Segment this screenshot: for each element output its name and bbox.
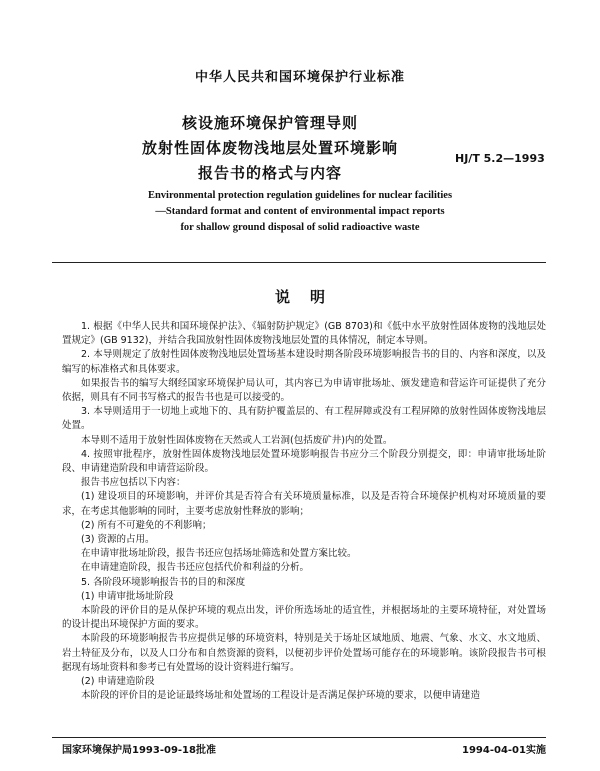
paragraph: 本阶段的评价目的是从保护环境的观点出发，评价所选场址的适宜性，并根据场址的主要环境特征，对处置场的设计提出环境保护方面的要求。: [62, 605, 546, 631]
paragraph: (2) 申请建造阶段: [81, 676, 155, 688]
paragraph: 在申请审批场址阶段，报告书还应包括场址筛选和处置方案比较。: [81, 548, 357, 560]
section-title: 说明: [274, 288, 345, 306]
paragraph: 3. 本导则适用于一切地上或地下的、具有防护覆盖层的、有工程屏障或没有工程屏障的放射性固体废物浅地层处置。: [62, 406, 546, 432]
paragraph: (1) 建设项目的环境影响，并评价其是否符合有关环境质量标准，以及是否符合环境保护机构对环境质量的要求，在考虑其他影响的同时，主要考虑放射性释放的影响；: [62, 491, 546, 517]
paragraph: 本导则不适用于放射性固体废物在天然或人工岩洞(包括废矿井)内的处置。: [81, 434, 393, 446]
footer-divider: [52, 737, 546, 738]
paragraph: 报告书应包括以下内容：: [81, 477, 186, 489]
paragraph: 5. 各阶段环境影响报告书的目的和深度: [81, 576, 246, 588]
paragraph: 本阶段的评价目的是论证最终场址和处置场的工程设计是否满足保护环境的要求，以便申请建造: [81, 690, 481, 702]
title-en-line2: —Standard format and content of environmental impact reports: [155, 206, 445, 217]
paragraph: 4. 按照审批程序，放射性固体废物浅地层处置环境影响报告书应分三个阶段分别提交，即：申请审批场址阶段、申请建造阶段和申请营运阶段。: [62, 448, 546, 475]
paragraph: (2) 所有不可避免的不利影响；: [81, 519, 212, 531]
body-text: [62, 320, 546, 703]
paragraph: 1. 根据《中华人民共和国环境保护法》、《辐射防护规定》(GB 8703)和《低中水平放射性固体废物的浅地层处置规定》(GB 9132)，并结合我国放射性固体废物浅地层处置的具体情况，制定本导则。: [62, 321, 546, 347]
paragraph: (1) 申请审批场址阶段: [81, 590, 174, 602]
standard-category: 中华人民共和国环境保护行业标准: [194, 70, 405, 85]
standard-code: HJ/T 5.2—1993: [455, 152, 545, 165]
implementation-date: 1994-04-01实施: [462, 745, 546, 756]
paragraph: 本阶段的环境影响报告书应提供足够的环境资料，特别是关于场址区域地质、地震、气象、水文、水文地质、岩土特征及分布，以及人口分布和自然资源的资料，以便初步评价处置场可能存在的环境影响。该阶段报告书可根据现有场址资料和参考已有处置场的设计资料进行编写。: [62, 633, 546, 673]
title-cn-line2: 放射性固体废物浅地层处置环境影响: [141, 139, 398, 157]
paragraph: 在申请建造阶段，报告书还应包括代价和利益的分析。: [81, 562, 310, 574]
paragraph: 2. 本导则规定了放射性固体废物浅地层处置场基本建设时期各阶段环境影响报告书的目的、内容和深度，以及编写的标准格式和具体要求。: [62, 349, 546, 375]
title-en-line3: for shallow ground disposal of solid radioactive waste: [180, 222, 420, 233]
title-cn-line3: 报告书的格式与内容: [197, 164, 342, 182]
approval-note: 国家环境保护局1993-09-18批准: [62, 745, 216, 756]
paragraph: 如果报告书的编写大纲经国家环境保护局认可，其内容已为申请审批场址、颁发建造和营运许可证提供了充分依据，则具有不同书写格式的报告书也是可以接受的。: [62, 377, 546, 404]
title-en-line1: Environmental protection regulation guidelines for nuclear facilities: [147, 190, 453, 201]
title-cn-line1: 核设施环境保护管理导则: [181, 114, 358, 132]
paragraph: (3) 资源的占用。: [81, 534, 155, 546]
header-divider: [52, 262, 546, 263]
